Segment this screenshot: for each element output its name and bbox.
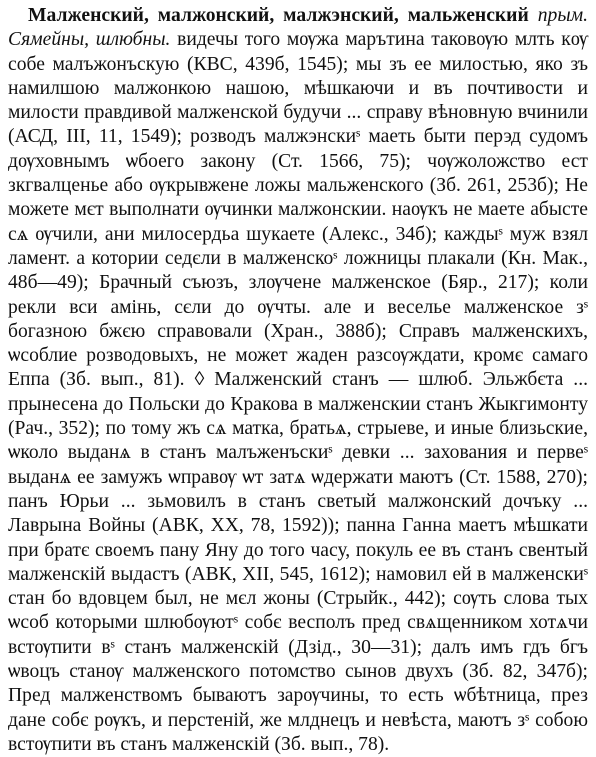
dictionary-entry xyxy=(8,4,588,757)
entry-spacer xyxy=(529,5,538,26)
entry-gloss: прым. Сямейны, шлюбны. xyxy=(8,5,588,51)
entry-body: видечы того мѹжа марътина таковѹю млть кѹ собе малъжонъскую (КВС, 439б, 1545); мы зъ ее милостью, яко зъ намилшою малжонкою нашою, мѣшкаючи и въ почтивости и милости правдивой малженской будучи ... справу вѣновную вчинили (АСД, III, 11, 1549); розводъ малжэнскиˢ маеть быти перэд судомъ дѹховнымъ ѡбоего закону (Ст. 1566, 75); чѹжоложство ест зкгвалценье або ѹкрывжене ложы мальженского (Зб. 261, 253б); Не можете мєт выполнати ѹчинки малжонскии. нaѹкъ не маете абысте сѧ ѹчили, ани милосердьа шукаете (Алекс., 34б); каждыˢ муж взял ламент. а котории седєли в малженскоˢ ложницы плакали (Кн. Мак., 48б—49); Брачный съюзъ, злѹчене малженское (Бяр., 217); коли рекли вси амінь, сєли до ѹчты. але и веселье малженское зˢ богазною бжєю справовали (Хран., 388б); Справъ малженскихъ, ѡсоблие розводовыхъ, не может жаден разсѹждати, кромє самаго Еппа (Зб. вып., 81). ◊ Малженский станъ — шлюб. Эльжбєта ... прынесена до Польски до Кракова в малженскии станъ Жыкгимонту (Рач., 352); по тому жъ сѧ матка, братьѧ, стрыеве, и иные близьские, ѡколо выданѧ в станъ малъженъскиˢ девки ... захования и первеˢ выданѧ ее замужъ ѡправѹ ѡт затѧ ѡдержати маютъ (Ст. 1588, 270); панъ Юрьи ... зьмовилъ в станъ светый малжонский дочъку ... Лаврына Войны (АВК, XX, 78, 1592)); панна Ганна маетъ мѣшкати при братє своемъ пану Яну до того часу, покуль ее въ станъ свентый малженскій выдастъ (АВК, XII, 545, 1612); намовил ей в малженскиˢ стан бо вдовцем был, не мєл жоны (Стрыйк., 442); сѹть слова тых ѡсоб которыми шлюбѹютˢ собє весполъ пред свѧщенником хотѧчи встѹпити вˢ станъ малженскій (Дзід., 30—31); далъ имъ гдъ бгъ ѡвоцъ станѹ малженского потомство сынов двухъ (Зб. 82, 347б); Пред малженствомъ бываютъ зарѹчины, то есть ѡбѣтница, през дане собє рѹкъ, и перстеній, же млднецъ и невѣста, маютъ зˢ собою встѹпити въ станъ малженскій (Зб. вып., 78). xyxy=(8,29,588,755)
entry-headword: Малженский, малжонский, малжэнский, мальженский xyxy=(28,5,529,26)
